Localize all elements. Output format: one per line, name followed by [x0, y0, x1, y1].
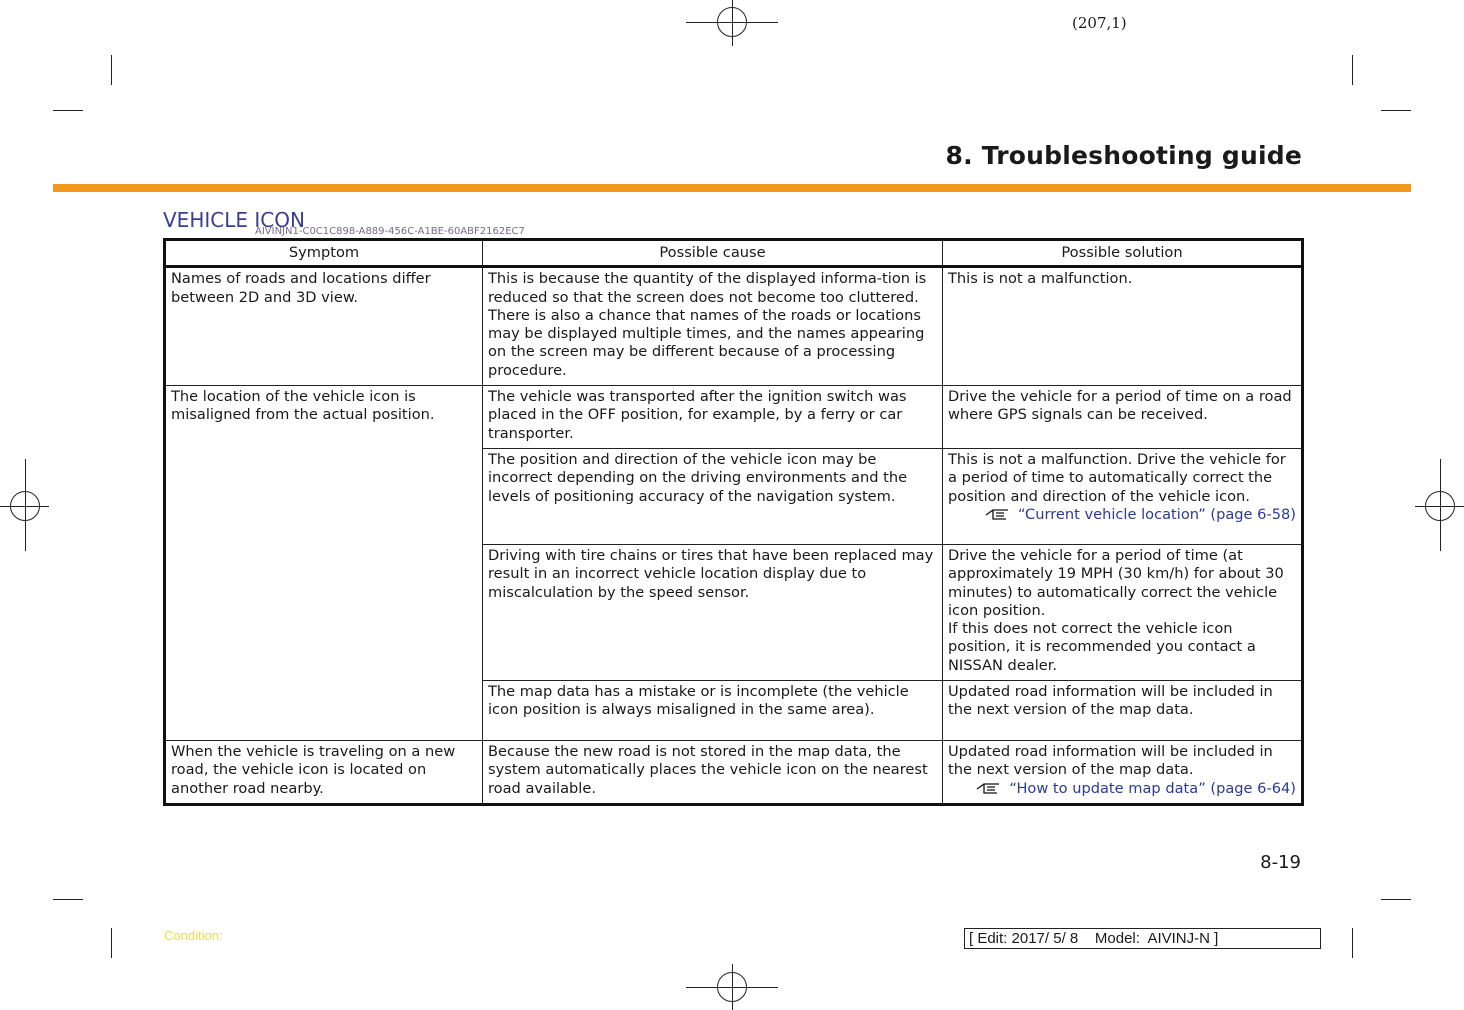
edit-info-box: [ Edit: 2017/ 5/ 8 Model: AIVINJ-N ] — [964, 928, 1321, 949]
registration-mark-top — [717, 7, 747, 37]
table-row — [165, 386, 1303, 449]
cause-cell: The map data has a mistake or is incomplete (the vehicle icon position is always misaligned in the same area). — [483, 681, 943, 741]
header-accent-bar — [53, 184, 1411, 192]
troubleshooting-table — [163, 238, 1304, 806]
solution-cell — [943, 544, 1303, 680]
cross-reference-link[interactable] — [948, 506, 1296, 524]
condition-label: Condition: — [164, 928, 223, 943]
cause-cell: This is because the quantity of the displayed informa-tion is reduced so that the screen does not become too cluttered. There is also a chance that names of the roads or locations may be displayed multiple times, and the names appearing on the screen may be different because of a processing procedure. — [483, 267, 943, 386]
cause-cell: Driving with tire chains or tires that have been replaced may result in an incorrect vehicle location display due to miscalculation by the speed sensor. — [483, 544, 943, 680]
cause-cell: The position and direction of the vehicle icon may be incorrect depending on the driving environments and the levels of positioning accuracy of the navigation system. — [483, 448, 943, 544]
column-header-symptom: Symptom — [165, 240, 483, 267]
cause-cell: The vehicle was transported after the ignition switch was placed in the OFF position, for example, by a ferry or car transporter. — [483, 386, 943, 449]
section-title: VEHICLE ICON — [163, 208, 305, 232]
solution-text: Updated road information will be included in the next version of the map data. — [948, 743, 1273, 779]
registration-mark-left — [10, 491, 40, 521]
solution-text-secondary: If this does not correct the vehicle icon position, it is recommended you contact a NISSAN dealer. — [948, 620, 1256, 674]
link-text[interactable]: “Current vehicle location” (page 6-58) — [1017, 505, 1296, 523]
solution-cell: Drive the vehicle for a period of time on a road where GPS signals can be received. — [943, 386, 1303, 449]
symptom-cell: Names of roads and locations differ between 2D and 3D view. — [165, 267, 483, 386]
section-id: AIVINJN1-C0C1C898-A889-456C-A1BE-60ABF2162EC7 — [255, 226, 525, 237]
table-row — [165, 741, 1303, 805]
cause-cell: Because the new road is not stored in the map data, the system automatically places the vehicle icon on the nearest road available. — [483, 741, 943, 805]
registration-mark-bottom — [717, 972, 747, 1002]
symptom-cell: The location of the vehicle icon is misaligned from the actual position. — [165, 386, 483, 741]
table-row — [165, 267, 1303, 386]
solution-text: This is not a malfunction. Drive the vehicle for a period of time to automatically correct the position and direction of the vehicle icon. — [948, 450, 1286, 505]
page-code: (207,1) — [1072, 14, 1127, 32]
registration-mark-right — [1425, 491, 1455, 521]
pointing-hand-icon — [975, 781, 1003, 795]
symptom-cell: When the vehicle is traveling on a new road, the vehicle icon is located on another road nearby. — [165, 741, 483, 805]
table-header-row — [165, 240, 1303, 267]
solution-text: Drive the vehicle for a period of time (at approximately 19 MPH (30 km/h) for about 30 minutes) to automatically correct the vehicle icon position. — [948, 546, 1284, 619]
page-number: 8-19 — [1260, 852, 1301, 873]
cross-reference-link[interactable] — [948, 780, 1296, 798]
solution-cell: Updated road information will be included in the next version of the map data. — [943, 681, 1303, 741]
solution-cell — [943, 741, 1303, 805]
solution-cell — [943, 448, 1303, 544]
pointing-hand-icon — [984, 507, 1012, 521]
chapter-title: 8. Troubleshooting guide — [945, 141, 1302, 170]
column-header-cause: Possible cause — [483, 240, 943, 267]
column-header-solution: Possible solution — [943, 240, 1303, 267]
link-text[interactable]: “How to update map data” (page 6-64) — [1009, 779, 1296, 797]
solution-cell: This is not a malfunction. — [943, 267, 1303, 386]
